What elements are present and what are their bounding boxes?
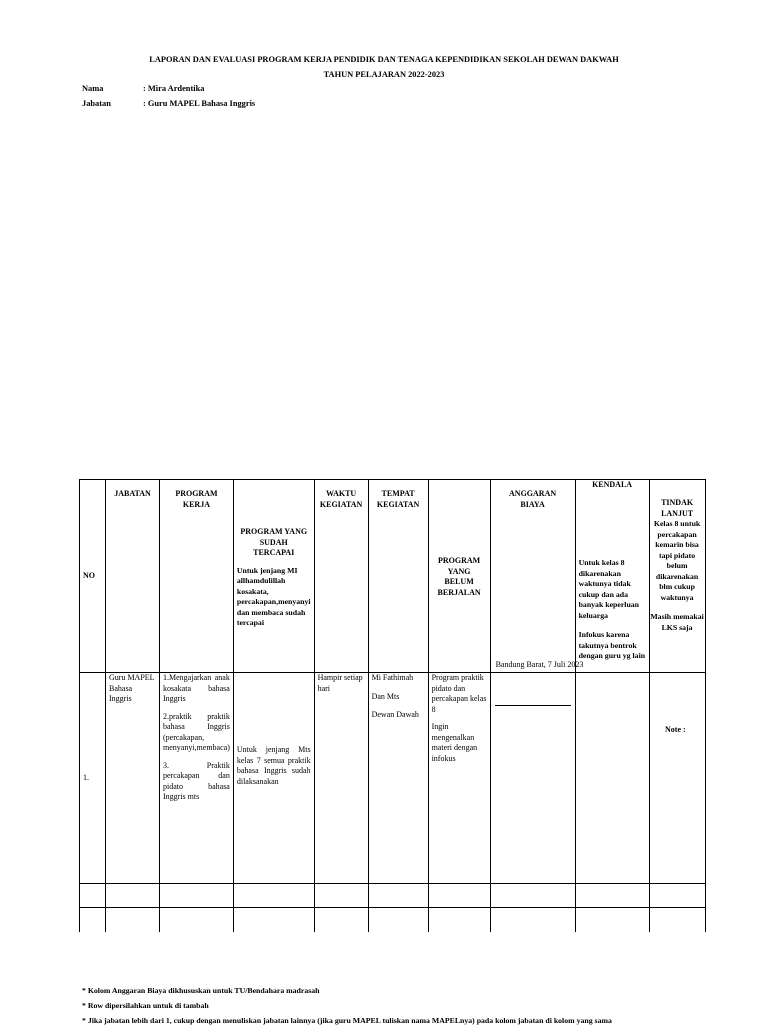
header-waktu-label: WAKTU KEGIATAN (319, 489, 363, 509)
report-year: TAHUN PELAJARAN 2022-2023 (323, 70, 445, 79)
table-row (80, 673, 706, 884)
row1-tercapai (233, 673, 314, 884)
row1-waktu-text: Hampir setiap hari (317, 673, 363, 693)
program-kerja-1: 1.Mengajarkan anak kosakata bahasa Inggris (163, 673, 230, 703)
header-program-kerja-label: PROGRAM KERJA (175, 489, 218, 509)
program-kerja-2: 2.praktik praktik bahasa Inggris (percakapan, menyanyi,membaca) (163, 711, 230, 752)
header-kendala (575, 480, 649, 673)
empty-cell (575, 884, 649, 908)
empty-cell (160, 908, 234, 932)
footnote-1: * Kolom Anggaran Biaya dikhususkan untuk TU/Bendahara madrasah (82, 986, 320, 995)
empty-cell (106, 908, 160, 932)
empty-cell (233, 908, 314, 932)
row1-tindak (649, 673, 705, 884)
header-belum-berjalan (428, 480, 490, 673)
empty-cell (428, 884, 490, 908)
belum-1: Program praktik pidato dan percakapan kelas 8 (431, 673, 487, 714)
row1-tempat (368, 673, 428, 884)
empty-cell (233, 884, 314, 908)
header-tempat-label: TEMPAT KEGIATAN (376, 489, 420, 509)
empty-cell (160, 884, 234, 908)
tindak-text-2: Masih memakai LKS saja (650, 612, 704, 632)
signature-line (495, 705, 571, 706)
header-row (80, 480, 706, 673)
header-tindak-lanjut (649, 480, 705, 673)
empty-cell (649, 884, 705, 908)
header-anggaran (490, 480, 584, 673)
row1-kendala (575, 673, 649, 884)
row1-no (80, 673, 106, 884)
evaluation-table (79, 479, 706, 932)
nama-label: Nama (82, 84, 104, 93)
header-anggaran-label: ANGGARAN BIAYA (509, 489, 557, 509)
table-row (80, 884, 706, 908)
row1-waktu (314, 673, 368, 884)
header-no (80, 480, 106, 673)
header-tindak-label: TINDAK LANJUT (661, 498, 694, 518)
nama-value: : Mira Ardentika (143, 84, 205, 93)
empty-cell (314, 884, 368, 908)
kendala-text-2: Infokus karena takutnya bentrok dengan guru yg lain (578, 630, 646, 660)
empty-cell (314, 908, 368, 932)
place-date: Bandung Barat, 7 Juli 2023 (495, 660, 584, 669)
program-kerja-3: 3. Praktik percakapan dan pidato bahasa Inggris mts (163, 760, 230, 801)
header-no-label: NO (83, 570, 95, 580)
header-belum-label: PROGRAM YANG BELUM BERJALAN (437, 556, 481, 597)
program-tercapai-mi-text: Untuk jenjang MI allhamdulillah kosakata, percakapan,menyanyi dan membaca sudah tercapai (236, 565, 311, 627)
empty-cell (649, 908, 705, 932)
row1-no-text: 1. (83, 772, 89, 782)
note-label: Note : (665, 725, 686, 734)
row1-jabatan-text: Guru MAPEL Bahasa Inggris (109, 673, 155, 703)
empty-cell (368, 884, 428, 908)
tempat-3: Dewan Dawah (371, 710, 419, 719)
empty-cell (490, 908, 575, 932)
header-waktu (314, 480, 368, 673)
tempat-1: Mi Fathimah (371, 673, 414, 682)
belum-2: Ingin mengenalkan materi dengan infokus (431, 722, 478, 763)
kendala-text-1: Untuk kelas 8 dikarenakan waktunya tidak cukup dan ada banyak keperluan keluarga (578, 558, 640, 620)
jabatan-value: : Guru MAPEL Bahasa Inggris (143, 99, 256, 108)
empty-cell (80, 908, 106, 932)
row1-belum (428, 673, 490, 884)
tempat-2: Dan Mts (371, 691, 400, 701)
row1-program-kerja (160, 673, 234, 884)
header-jabatan-label: JABATAN (114, 489, 151, 498)
header-tempat (368, 480, 428, 673)
footnote-2: * Row dipersilahkan untuk di tambah (82, 1001, 209, 1010)
jabatan-label: Jabatan (82, 99, 111, 108)
report-title: LAPORAN DAN EVALUASI PROGRAM KERJA PENDIDIK DAN TENAGA KEPENDIDIKAN SEKOLAH DEWAN DAKWAH (149, 55, 619, 64)
row1-anggaran (490, 673, 575, 884)
empty-cell (368, 908, 428, 932)
empty-cell (490, 884, 575, 908)
empty-cell (575, 908, 649, 932)
header-program-tercapai (233, 480, 314, 673)
header-program-kerja (160, 480, 234, 673)
row1-jabatan (106, 673, 160, 884)
header-jabatan (106, 480, 160, 673)
row1-tercapai-text: Untuk jenjang Mts kelas 7 semua praktik bahasa Inggris sudah dilaksanakan (236, 745, 311, 786)
footnote-3: * Jika jabatan lebih dari 1, cukup dengan menuliskan jabatan lainnya (jika guru MAPEL tuliskan nama MAPELnya) pada kolom jabatan di kolom yang sama (82, 1016, 612, 1025)
table-row (80, 908, 706, 932)
header-program-tercapai-label: PROGRAM YANG SUDAH TERCAPAI (240, 527, 308, 557)
tindak-text-1: Kelas 8 untuk percakapan kemarin bisa tapi pidato belum dikarenakan blm cukup waktunya (653, 519, 701, 602)
empty-cell (80, 884, 106, 908)
empty-cell (106, 884, 160, 908)
header-kendala-label: KENDALA (592, 480, 633, 489)
empty-cell (428, 908, 490, 932)
